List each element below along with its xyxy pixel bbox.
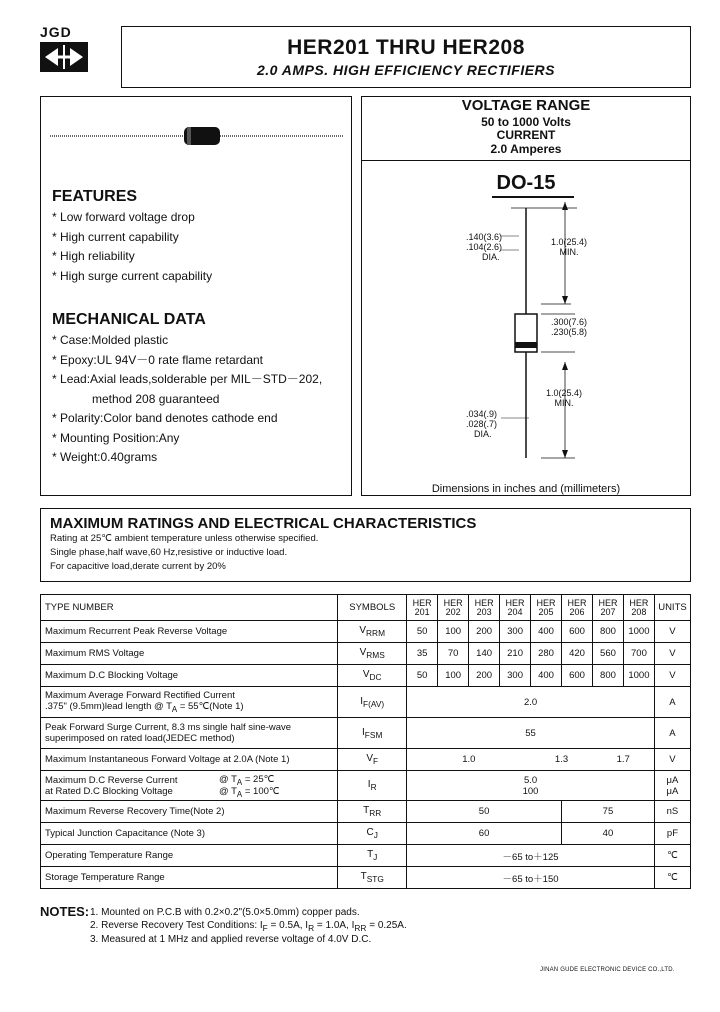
table-row: Storage Temperature Range $T_{STG}$ －65 to＋150 ℃	[41, 867, 691, 889]
dimension-caption: Dimensions in inches and (millimeters)	[431, 483, 621, 495]
mechanical-item-cont: method 208 guaranteed	[92, 391, 220, 406]
ratings-note: For capacitive load,derate current by 20%	[50, 561, 226, 572]
feature-item: * Low forward voltage drop	[52, 208, 212, 228]
footer-company: JINAN GUDE ELECTRONIC DEVICE CO.,LTD.	[540, 967, 675, 973]
table-row: Operating Temperature Range $T_J$ －65 to＋125 ℃	[41, 845, 691, 867]
dim-body-length: .300(7.6) .230(5.8)	[551, 317, 588, 337]
package-name: DO-15	[496, 172, 556, 194]
diode-image	[44, 124, 348, 148]
note-2: 2. Reverse Recovery Test Conditions: $I_F = 0.5A$, $I_R = 1.0A$, $I_{RR} = 0.25A$.	[90, 920, 407, 933]
dim-wire-diameter: .034(.9) .028(.7) DIA.	[466, 409, 498, 439]
mechanical-item: * Weight:0.40grams	[52, 448, 322, 468]
mechanical-item: * Lead:Axial leads,solderable per MIL－STD－202,	[52, 370, 322, 390]
note-1: 1. Mounted on P.C.B with 0.2×0.2"(5.0×5.0mm) copper pads.	[90, 907, 360, 918]
table-row: Maximum Recurrent Peak Reverse Voltage $V_{RRM}$ 50 100 200 300 400 600 800 1000 V	[41, 621, 691, 643]
characteristics-table	[40, 594, 691, 889]
col-part: HER 204	[500, 595, 531, 621]
dim-lead-bottom: 1.0(25.4) MIN.	[546, 388, 583, 408]
divider	[361, 160, 691, 161]
company-logo-icon	[40, 42, 88, 72]
dim-body-diameter: .140(3.6) .104(2.6) DIA.	[466, 232, 503, 262]
package-outline-drawing	[361, 196, 691, 481]
table-header-row	[41, 595, 691, 621]
col-part: HER 205	[531, 595, 562, 621]
col-type-number: TYPE NUMBER	[41, 595, 338, 621]
feature-item: * High surge current capability	[52, 267, 212, 287]
mechanical-list	[52, 331, 322, 468]
note-3: 3. Measured at 1 MHz and applied reverse voltage of 4.0V D.C.	[90, 934, 372, 945]
feature-item: * High reliability	[52, 247, 212, 267]
mechanical-item: * Polarity:Color band denotes cathode end	[52, 409, 322, 429]
table-row: Maximum Instantaneous Forward Voltage at 2.0A (Note 1) $V_F$ 1.0 1.3 1.7 V	[41, 749, 691, 771]
page-title: HER201 THRU HER208	[287, 36, 525, 59]
table-row: Maximum RMS Voltage $V_{RMS}$ 35 70 140 210 280 420 560 700 V	[41, 643, 691, 665]
col-part: HER 202	[438, 595, 469, 621]
notes-heading: NOTES:	[40, 904, 90, 919]
mechanical-heading: MECHANICAL DATA	[52, 311, 206, 328]
mechanical-item: * Case:Molded plastic	[52, 331, 322, 351]
mechanical-item: * Epoxy:UL 94V－0 rate flame retardant	[52, 351, 322, 371]
col-part: HER 206	[562, 595, 593, 621]
current-value: 2.0 Amperes	[490, 142, 562, 156]
mechanical-item: * Mounting Position:Any	[52, 429, 322, 449]
voltage-range-title: VOLTAGE RANGE	[461, 97, 591, 114]
ratings-title: MAXIMUM RATINGS AND ELECTRICAL CHARACTERISTICS	[50, 515, 477, 532]
col-units: UNITS	[654, 595, 690, 621]
table-row: Peak Forward Surge Current, 8.3 ms single half sine-wave superimposed on rated load(JEDEC method) $I_{FSM}$ 55 A	[41, 718, 691, 749]
voltage-range-value: 50 to 1000 Volts	[481, 115, 571, 129]
col-part: HER 203	[469, 595, 500, 621]
ratings-note: Single phase,half wave,60 Hz,resistive or inductive load.	[50, 547, 288, 558]
ratings-note: Rating at 25℃ ambient temperature unless otherwise specified.	[50, 533, 319, 544]
features-heading: FEATURES	[52, 188, 138, 205]
company-logo-text: JGD	[40, 24, 72, 40]
col-part: HER 208	[623, 595, 654, 621]
table-row: Maximum D.C Blocking Voltage $V_{DC}$ 50 100 200 300 400 600 800 1000 V	[41, 665, 691, 687]
table-row: Maximum Reverse Recovery Time(Note 2) $T_{RR}$ 50 75 nS	[41, 801, 691, 823]
feature-item: * High current capability	[52, 228, 212, 248]
table-row: Typical Junction Capacitance (Note 3) $C_J$ 60 40 pF	[41, 823, 691, 845]
features-list	[52, 208, 212, 286]
col-part: HER 201	[407, 595, 438, 621]
dim-lead-top: 1.0(25.4) MIN.	[551, 237, 588, 257]
current-label: CURRENT	[496, 128, 556, 142]
col-symbols: SYMBOLS	[338, 595, 407, 621]
table-row: Maximum Average Forward Rectified Current .375" (9.5mm)lead length @ $T_A$ = 55℃(Note 1) $I_{F(AV)}$ 2.0 A	[41, 687, 691, 718]
table-row: Maximum D.C Reverse Current at Rated D.C Blocking Voltage @ $T_A$ = 25℃ @ $T_A$ = 100℃ $I_R$ 5.0 100 μA μA	[41, 771, 691, 801]
col-part: HER 207	[592, 595, 623, 621]
page-subtitle: 2.0 AMPS. HIGH EFFICIENCY RECTIFIERS	[256, 62, 556, 78]
